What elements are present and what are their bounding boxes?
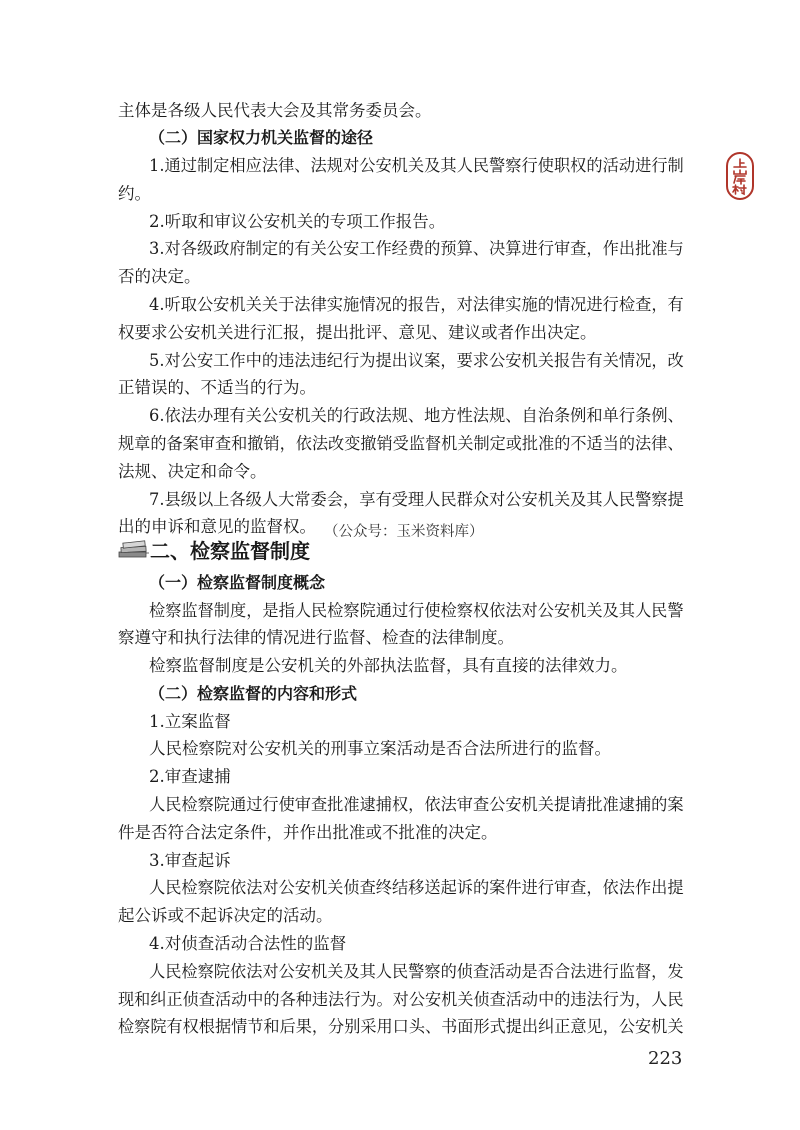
body-text-line: 起公诉或不起诉决定的活动。	[118, 906, 333, 925]
list-item-line: 出的申诉和意见的监督权。	[118, 517, 316, 536]
list-item-line: 4.听取公安机关关于法律实施情况的报告，对法律实施的情况进行检查，有	[149, 295, 684, 314]
body-text-line: 检察监督制度是公安机关的外部执法监督，具有直接的法律效力。	[149, 656, 628, 675]
item-heading: 2.审查逮捕	[149, 767, 231, 786]
body-text-line: 主体是各级人民代表大会及其常务委员会。	[118, 101, 432, 120]
list-item-line: 正错误的、不适当的行为。	[118, 378, 316, 397]
subsection-heading: （一）检察监督制度概念	[149, 573, 326, 592]
page-number: 223	[648, 1048, 683, 1069]
body-text-line: 人民检察院对公安机关的刑事立案活动是否合法所进行的监督。	[149, 739, 611, 758]
list-item-line: 7.县级以上各级人大常委会，享有受理人民群众对公安机关及其人民警察提	[149, 490, 684, 509]
body-text-line: 人民检察院依法对公安机关侦查终结移送起诉的案件进行审查，依法作出提	[149, 878, 684, 897]
item-heading: 4.对侦查活动合法性的监督	[149, 934, 347, 953]
body-text-line: 察遵守和执行法律的情况进行监督、检查的法律制度。	[118, 628, 514, 647]
item-heading: 3.审查起诉	[149, 851, 231, 870]
list-item-line: 约。	[118, 184, 151, 203]
body-text-line: 检察监督制度，是指人民检察院通过行使检察权依法对公安机关及其人民警	[149, 601, 684, 620]
body-text-line: 现和纠正侦查活动中的各种违法行为。对公安机关侦查活动中的违法行为，人民	[118, 990, 684, 1009]
item-heading: 1.立案监督	[149, 712, 231, 731]
books-icon	[118, 540, 150, 562]
list-item-line: 2.听取和审议公安机关的专项工作报告。	[149, 212, 446, 231]
subsection-heading: （二）国家权力机关监督的途径	[149, 128, 374, 147]
section-heading: 二、检察监督制度	[150, 539, 310, 563]
subsection-heading: （二）检察监督的内容和形式	[149, 684, 358, 703]
list-item-line: 法规、决定和命令。	[118, 462, 267, 481]
list-item-line: 1.通过制定相应法律、法规对公安机关及其人民警察行使职权的活动进行制	[149, 156, 684, 175]
list-item-line: 规章的备案审查和撤销，依法改变撤销受监督机关制定或批准的不适当的法律、	[118, 434, 684, 453]
body-text-line: 人民检察院依法对公安机关及其人民警察的侦查活动是否合法进行监督，发	[149, 962, 684, 981]
body-text-line: 检察院有权根据情节和后果，分别采用口头、书面形式提出纠正意见，公安机关	[118, 1017, 684, 1036]
list-item-line: 权要求公安机关进行汇报，提出批评、意见、建议或者作出决定。	[118, 323, 597, 342]
watermark-text: （公众号：玉米资料库）	[324, 524, 484, 540]
list-item-line: 3.对各级政府制定的有关公安工作经费的预算、决算进行审查，作出批准与	[149, 239, 684, 258]
body-text-line: 件是否符合法定条件，并作出批准或不批准的决定。	[118, 823, 498, 842]
list-item-line: 6.依法办理有关公安机关的行政法规、地方性法规、自治条例和单行条例、	[149, 406, 684, 425]
body-text-line: 人民检察院通过行使审查批准逮捕权，依法审查公安机关提请批准逮捕的案	[149, 795, 684, 814]
list-item-line: 否的决定。	[118, 267, 201, 286]
list-item-line: 5.对公安工作中的违法违纪行为提出议案，要求公安机关报告有关情况，改	[149, 351, 684, 370]
seal-stamp-icon	[726, 152, 754, 200]
